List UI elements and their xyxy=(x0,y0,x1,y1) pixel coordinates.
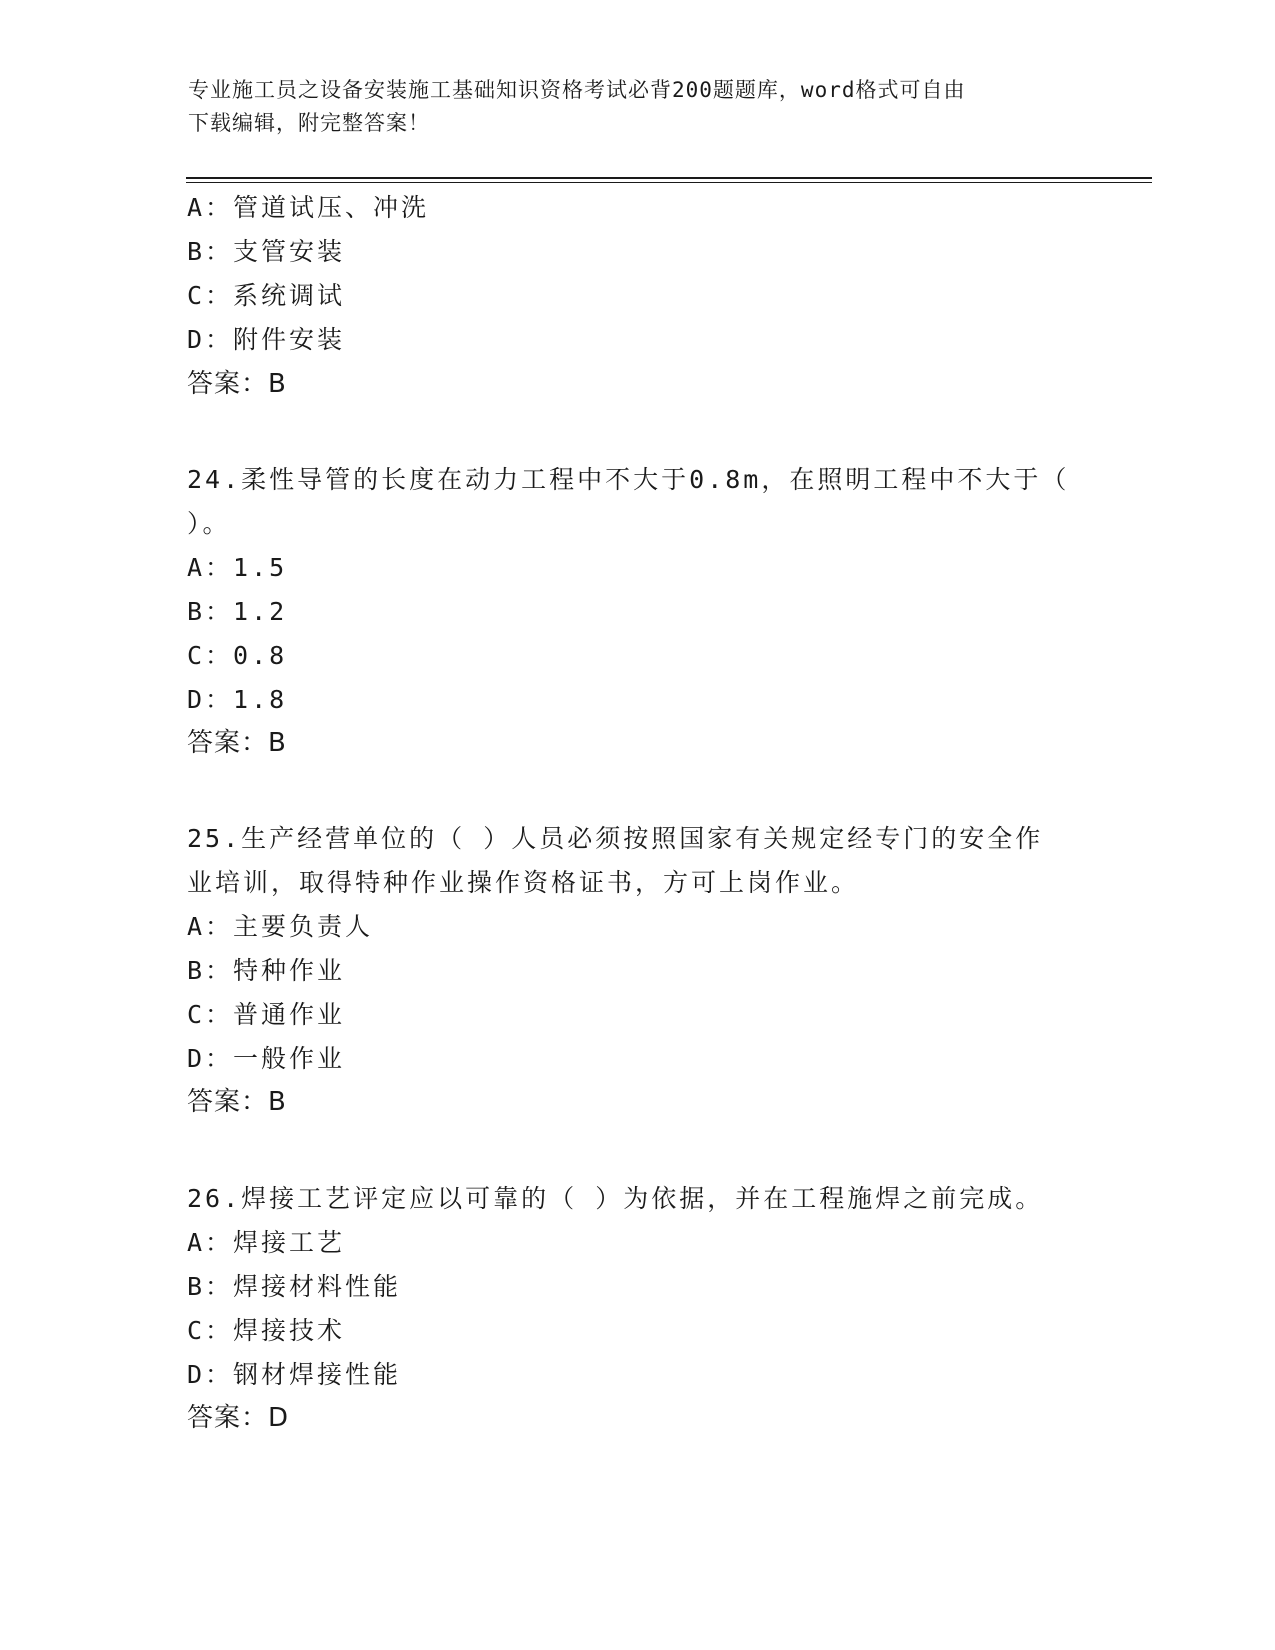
q26-option-c: C：焊接技术 xyxy=(187,1316,346,1345)
q26-answer: 答案：D xyxy=(187,1403,290,1433)
q24-question-line-1: 24.柔性导管的长度在动力工程中不大于0.8m，在照明工程中不大于（ xyxy=(187,465,1070,494)
q25-question-line-2: 业培训，取得特种作业操作资格证书，方可上岗作业。 xyxy=(187,868,860,897)
q23-option-b: B：支管安装 xyxy=(187,237,346,266)
q24-option-a: A：1.5 xyxy=(187,553,288,582)
q25-option-d: D：一般作业 xyxy=(187,1044,346,1073)
header-line-1: 专业施工员之设备安装施工基础知识资格考试必背200题题库，word格式可自由 xyxy=(188,78,966,102)
q26-question-line-1: 26.焊接工艺评定应以可靠的（ ）为依据，并在工程施焊之前完成。 xyxy=(187,1184,1044,1213)
q24-option-d: D：1.8 xyxy=(187,685,288,714)
q26-option-d: D：钢材焊接性能 xyxy=(187,1360,402,1389)
q23-answer: 答案：B xyxy=(187,369,287,399)
q24-question-line-2: ）。 xyxy=(187,509,231,538)
q24-option-b: B：1.2 xyxy=(187,597,288,626)
q23-option-d: D：附件安装 xyxy=(187,325,346,354)
header-divider-bottom xyxy=(186,182,1152,183)
q25-option-a: A：主要负责人 xyxy=(187,912,374,941)
q26-option-a: A：焊接工艺 xyxy=(187,1228,346,1257)
q25-option-b: B：特种作业 xyxy=(187,956,346,985)
q25-question-line-1: 25.生产经营单位的（ ）人员必须按照国家有关规定经专门的安全作 xyxy=(187,824,1044,853)
q23-option-c: C：系统调试 xyxy=(187,281,346,310)
q24-option-c: C：0.8 xyxy=(187,641,288,670)
q23-option-a: A：管道试压、冲洗 xyxy=(187,193,430,222)
q26-option-b: B：焊接材料性能 xyxy=(187,1272,402,1301)
header-line-2: 下载编辑，附完整答案！ xyxy=(188,111,430,135)
document-header xyxy=(188,74,1068,140)
q25-answer: 答案：B xyxy=(187,1087,287,1117)
q25-option-c: C：普通作业 xyxy=(187,1000,346,1029)
header-divider-top xyxy=(186,177,1152,179)
q24-answer: 答案：B xyxy=(187,728,287,758)
